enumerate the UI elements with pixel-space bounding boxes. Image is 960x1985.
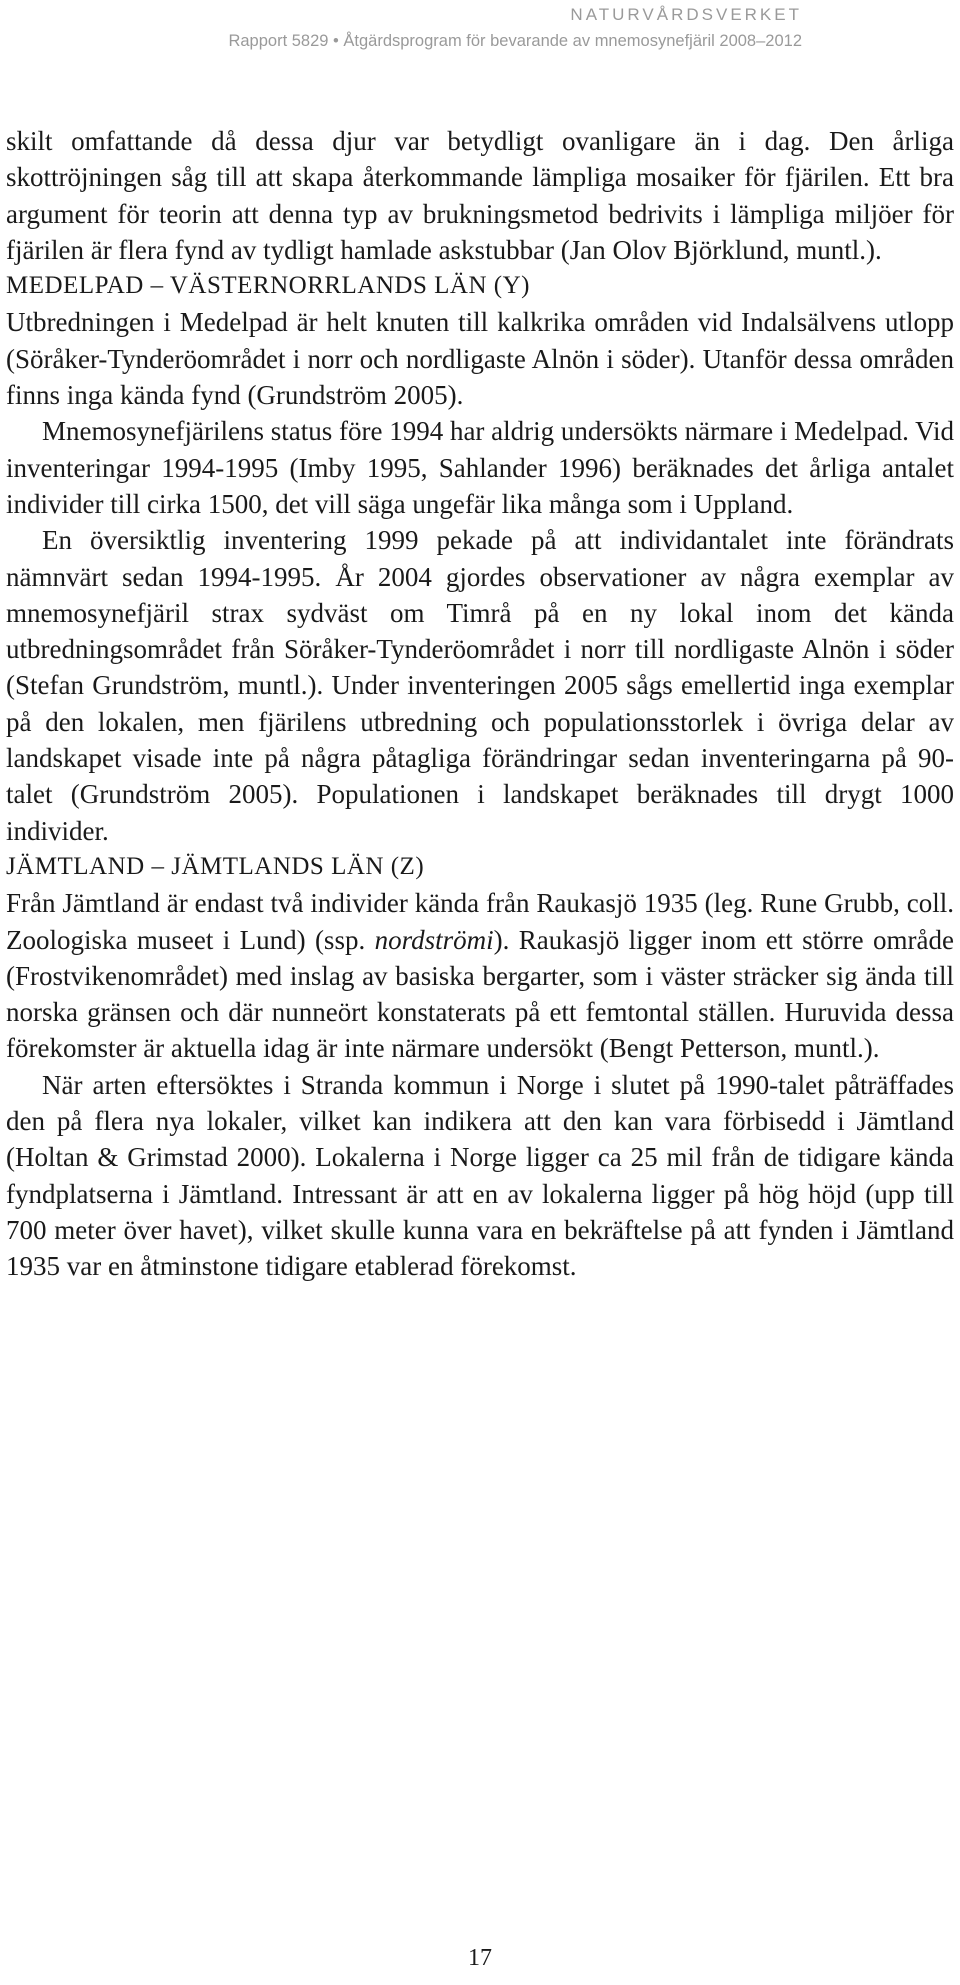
page-number: 17: [468, 1945, 492, 1971]
header-agency: NATURVÅRDSVERKET: [570, 5, 802, 24]
section-heading-jamtland: JÄMTLAND – JÄMTLANDS LÄN (Z): [6, 852, 425, 880]
intro-paragraph: skilt omfattande då dessa djur var betydligt ovanligare än i dag. Den årliga skottröjningen såg till att skapa återkommande lämpliga mosaiker för fjärilen. Ett bra argument för teorin att denna typ av brukningsmetod bedrivits i lämpliga miljöer för fjärilen är flera fynd av tydligt hamlade askstubbar (Jan Olov Björklund, muntl.).: [6, 126, 954, 265]
running-header: [228, 4, 802, 52]
header-report-title: Rapport 5829 • Åtgärdsprogram för bevarande av mnemosynefjäril 2008–2012: [228, 32, 802, 50]
medelpad-paragraph-1: Utbredningen i Medelpad är helt knuten till kalkrika områden vid Indalsälvens utlopp (Söråker-Tynderöområdet i norr och nordligaste Alnön i söder). Utanför dessa områden finns inga kända fynd (Grundström 2005).: [6, 307, 954, 411]
subspecies-name: nordströmi: [374, 924, 494, 955]
jamtland-paragraph-2: När arten eftersöktes i Stranda kommun i Norge i slutet på 1990-talet påträffades den på flera nya lokaler, vilket kan indikera att den kan vara förbisedd i Jämtland (Holtan & Grimstad 2000). Lokalerna i Norge ligger ca 25 mil från de tidigare kända fyndplatserna i Jämtland. Intressant är att en av lokalerna ligger på hög höjd (upp till 700 meter över havet), vilket skulle kunna vara en bekräftelse på att fynden i Jämtland 1935 var en åtminstone tidigare etablerad förekomst.: [6, 1069, 954, 1282]
body-text: [6, 123, 954, 1285]
jamtland-paragraph-1-start: Från Jämtland är endast två individer kända från Raukasjö 1935 (leg. Rune Grubb, coll. Zoologiska museet i Lund) (ssp.: [6, 888, 954, 955]
section-heading-medelpad: MEDELPAD – VÄSTERNORRLANDS LÄN (Y): [6, 272, 530, 300]
medelpad-paragraph-2: Mnemosynefjärilens status före 1994 har aldrig undersökts närmare i Medelpad. Vid inventeringar 1994-1995 (Imby 1995, Sahlander 1996) beräknades det årliga antalet individer till cirka 1500, det vill säga ungefär lika många som i Uppland.: [6, 416, 954, 519]
jamtland-paragraph-1: [6, 885, 954, 1066]
jamtland-paragraph-1-end: ). Raukasjö ligger inom ett större område (Frostvikenområdet) med inslag av basiska bergarter, som i väster sträcker sig ända till norska gränsen och där nunneört konstaterats på ett femtontal ställen. Huruvida dessa förekomster är aktuella idag är inte närmare undersökt (Bengt Petterson, muntl.).: [6, 924, 954, 1064]
medelpad-paragraph-3: En översiktlig inventering 1999 pekade på att individantalet inte förändrats nämnvärt sedan 1994-1995. År 2004 gjordes observationer av några exemplar av mnemosynefjäril strax sydväst om Timrå på en ny lokal inom det kända utbredningsområdet från Söråker-Tynderöområdet i norr till nordligaste Alnön i söder (Stefan Grundström, muntl.). Under inventeringen 2005 sågs emellertid inga exemplar på den lokalen, men fjärilens utbredning och populationsstorlek i övriga delar av landskapet visade inte på några påtagliga förändringar sedan inventeringarna på 90-talet (Grundström 2005). Populationen i landskapet beräknades till drygt 1000 individer.: [6, 525, 954, 846]
